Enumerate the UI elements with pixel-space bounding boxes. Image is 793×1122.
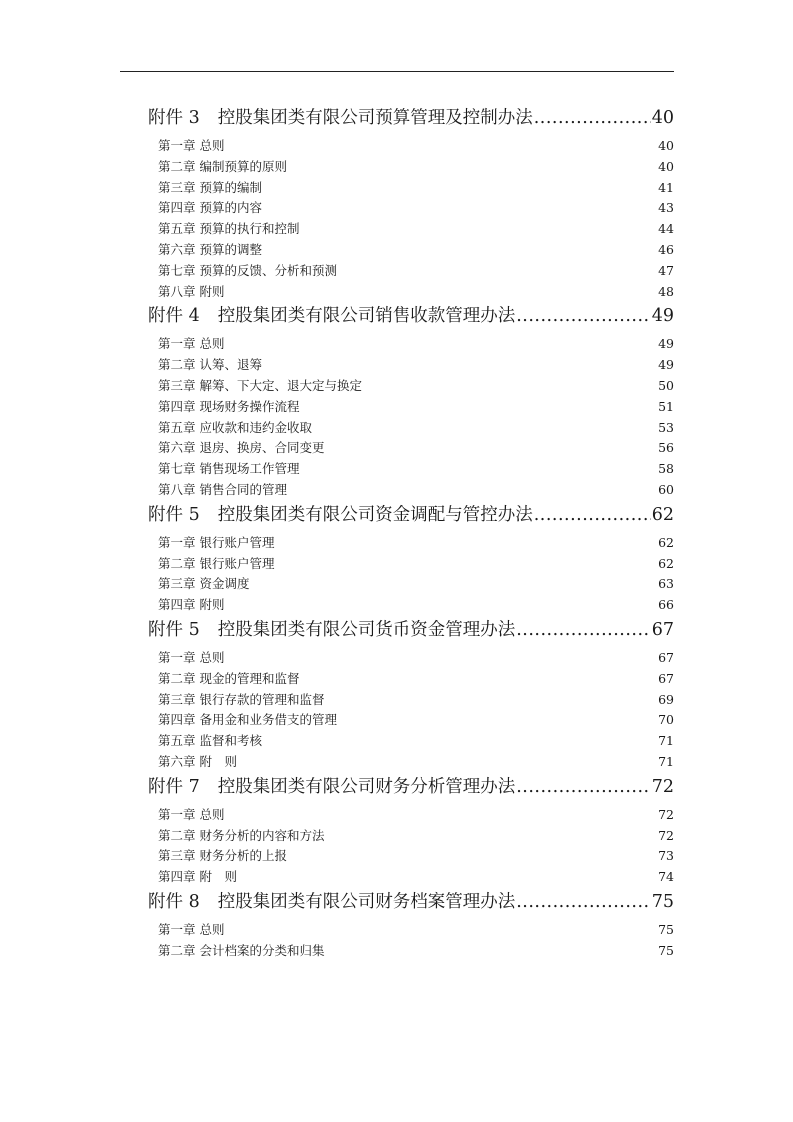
chapter-label: 第一章 总则 [158,806,225,822]
chapter-page-number: 58 [658,461,674,477]
chapter-page-number: 46 [658,241,674,257]
header-rule [120,71,674,72]
toc-section [148,888,674,962]
toc-chapter-entry[interactable] [148,376,674,397]
toc-chapter-entry[interactable] [148,595,674,616]
toc-chapter-entry[interactable] [148,157,674,178]
toc-chapter-entry[interactable] [148,198,674,219]
chapter-label: 第五章 预算的执行和控制 [158,221,300,237]
chapter-label: 第二章 会计档案的分类和归集 [158,942,325,958]
section-title: 控股集团类有限公司资金调配与管控办法 [217,504,533,525]
chapter-label: 第四章 备用金和业务借支的管理 [158,712,337,728]
toc-chapter-entry[interactable] [148,826,674,847]
section-title: 控股集团类有限公司销售收款管理办法 [217,306,516,327]
toc-chapter-entry[interactable] [148,554,674,575]
chapter-page-number: 60 [658,481,674,497]
toc-chapter-entry[interactable] [148,480,674,501]
toc-chapter-entry[interactable] [148,669,674,690]
chapter-page-number: 67 [658,670,674,686]
toc-section [148,773,674,888]
chapter-page-number: 41 [658,179,674,195]
chapter-label: 第一章 总则 [158,921,225,937]
chapter-label: 第五章 监督和考核 [158,733,262,749]
chapter-label: 第四章 预算的内容 [158,200,262,216]
chapter-label: 第一章 总则 [158,138,225,153]
toc-chapter-entry[interactable] [148,459,674,480]
dot-leader [516,616,651,644]
toc-section-heading[interactable] [148,104,674,132]
toc-chapter-entry[interactable] [148,355,674,376]
chapter-label: 第四章 附则 [158,597,225,613]
toc-chapter-entry[interactable] [148,397,674,418]
toc-chapter-entry[interactable] [148,710,674,731]
chapter-page-number: 53 [658,419,674,435]
chapter-list [148,136,674,302]
toc-chapter-entry[interactable] [148,219,674,240]
chapter-label: 第三章 预算的编制 [158,179,262,195]
chapter-label: 第一章 总则 [158,649,225,665]
toc-chapter-entry[interactable] [148,240,674,261]
chapter-page-number: 47 [658,262,674,278]
chapter-page-number: 71 [658,733,674,749]
chapter-list [148,648,674,773]
dot-leader [534,104,651,132]
chapter-list [148,805,674,888]
toc-section-heading[interactable] [148,773,674,801]
section-number: 附件 5 [148,619,200,640]
toc-chapter-entry[interactable] [148,334,674,355]
chapter-label: 第六章 退房、换房、合同变更 [158,440,325,456]
toc-chapter-entry[interactable] [148,418,674,439]
chapter-page-number: 49 [658,336,674,352]
chapter-label: 第二章 银行账户管理 [158,555,275,571]
section-page-number: 49 [651,306,674,327]
section-page-number: 40 [651,108,674,128]
chapter-page-number: 63 [658,576,674,592]
dot-leader [516,888,651,916]
toc-chapter-entry[interactable] [148,731,674,752]
chapter-label: 第三章 银行存款的管理和监督 [158,691,325,707]
chapter-label: 第一章 银行账户管理 [158,534,275,550]
chapter-page-number: 75 [658,921,674,937]
section-number: 附件 8 [148,891,200,912]
section-title: 控股集团类有限公司货币资金管理办法 [217,619,516,640]
toc-chapter-entry[interactable] [148,574,674,595]
chapter-page-number: 40 [658,138,674,153]
chapter-label: 第二章 财务分析的内容和方法 [158,827,325,843]
toc-chapter-entry[interactable] [148,805,674,826]
toc-section-heading[interactable] [148,302,674,330]
chapter-label: 第三章 解筹、下大定、退大定与换定 [158,377,362,393]
chapter-page-number: 51 [658,398,674,414]
toc-chapter-entry[interactable] [148,941,674,962]
chapter-list [148,920,674,962]
chapter-label: 第二章 认筹、退筹 [158,357,262,373]
chapter-page-number: 72 [658,827,674,843]
chapter-page-number: 75 [658,942,674,958]
dot-leader [534,501,651,529]
toc-section [148,616,674,773]
chapter-page-number: 71 [658,753,674,769]
section-title: 控股集团类有限公司财务档案管理办法 [217,891,516,912]
toc-section-heading[interactable] [148,501,674,529]
table-of-contents [148,104,674,962]
toc-chapter-entry[interactable] [148,867,674,888]
toc-chapter-entry[interactable] [148,438,674,459]
chapter-page-number: 72 [658,806,674,822]
toc-chapter-entry[interactable] [148,178,674,199]
chapter-label: 第二章 现金的管理和监督 [158,670,300,686]
chapter-page-number: 70 [658,712,674,728]
chapter-page-number: 48 [658,283,674,299]
section-number: 附件 3 [148,108,200,128]
toc-section [148,501,674,616]
chapter-page-number: 56 [658,440,674,456]
chapter-page-number: 74 [658,869,674,885]
chapter-label: 第七章 预算的反馈、分析和预测 [158,262,337,278]
chapter-list [148,334,674,500]
section-page-number: 62 [651,504,674,525]
toc-section [148,104,674,302]
chapter-label: 第五章 应收款和违约金收取 [158,419,312,435]
dot-leader [516,302,651,330]
chapter-label: 第七章 销售现场工作管理 [158,461,300,477]
chapter-label: 第六章 附 则 [158,753,237,769]
chapter-label: 第四章 现场财务操作流程 [158,398,300,414]
chapter-label: 第四章 附 则 [158,869,237,885]
dot-leader [516,773,651,801]
section-page-number: 67 [651,619,674,640]
toc-chapter-entry[interactable] [148,690,674,711]
toc-chapter-entry[interactable] [148,261,674,282]
toc-chapter-entry[interactable] [148,533,674,554]
chapter-label: 第八章 销售合同的管理 [158,481,287,497]
section-title: 控股集团类有限公司预算管理及控制办法 [217,108,533,128]
chapter-page-number: 73 [658,848,674,864]
chapter-list [148,533,674,616]
toc-chapter-entry[interactable] [148,846,674,867]
chapter-page-number: 62 [658,534,674,550]
chapter-label: 第三章 财务分析的上报 [158,848,287,864]
chapter-page-number: 66 [658,597,674,613]
section-title: 控股集团类有限公司财务分析管理办法 [217,776,516,797]
toc-chapter-entry[interactable] [148,752,674,773]
section-number: 附件 5 [148,504,200,525]
section-page-number: 75 [651,891,674,912]
chapter-page-number: 40 [658,158,674,174]
chapter-page-number: 69 [658,691,674,707]
toc-chapter-entry[interactable] [148,648,674,669]
section-page-number: 72 [651,776,674,797]
chapter-page-number: 43 [658,200,674,216]
toc-chapter-entry[interactable] [148,136,674,157]
toc-section [148,302,674,500]
chapter-label: 第八章 附则 [158,283,225,299]
chapter-page-number: 67 [658,649,674,665]
toc-section-heading[interactable] [148,888,674,916]
chapter-page-number: 50 [658,377,674,393]
chapter-page-number: 49 [658,357,674,373]
section-number: 附件 7 [148,776,200,797]
chapter-label: 第六章 预算的调整 [158,241,262,257]
chapter-label: 第二章 编制预算的原则 [158,158,287,174]
chapter-label: 第一章 总则 [158,336,225,352]
chapter-page-number: 44 [658,221,674,237]
section-number: 附件 4 [148,306,200,327]
toc-chapter-entry[interactable] [148,920,674,941]
toc-chapter-entry[interactable] [148,282,674,303]
toc-section-heading[interactable] [148,616,674,644]
chapter-page-number: 62 [658,555,674,571]
chapter-label: 第三章 资金调度 [158,576,250,592]
